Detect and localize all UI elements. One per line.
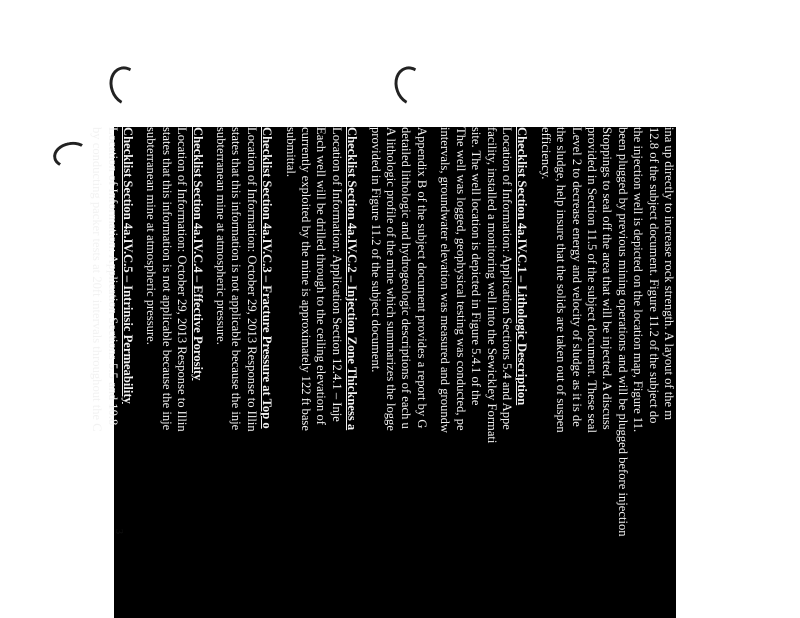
text-line: A lithologic profile of the mine which summarizes the logge: [384, 127, 399, 431]
text-line: the injection well is depicted on the location map, Figure 11.: [631, 127, 646, 433]
text-line: Each well will be drilled through to the ceiling elevation of: [314, 127, 329, 425]
punch-hole: [389, 62, 433, 111]
text-line: ina up directly to increase rock strength. A layout of the m: [662, 127, 676, 421]
text-line: 12.8 of the subject document. Figure 11.2 of the subject do: [646, 127, 661, 424]
text-line: provided in Section 11.5 of the subject document. These seal: [584, 127, 599, 434]
text-line: site. The well location is depicted in Figure 5.4.1 of the: [469, 127, 484, 406]
paragraph-location: [437, 127, 514, 618]
text-line: been plugged by previous mining operations and will be plugged before injection: [615, 127, 630, 537]
paragraph-appendix: [367, 127, 429, 618]
text-line: detailed lithologic and hydrogeologic descriptions of each u: [399, 127, 414, 429]
text-line: currently exploited by the mine is approximately 122 ft base: [299, 127, 314, 431]
text-line: facility, installed a monitoring well into the Sewickley Formati: [484, 127, 499, 444]
text-line: subterranean mine at atmospheric pressure.: [214, 127, 229, 345]
text-line: submittal.: [283, 127, 298, 178]
text-line: Level 2 to decrease energy and velocity of sludge as it is de: [569, 127, 584, 427]
text-line: states that this information is not applicable because the inje: [229, 127, 244, 431]
scanned-page: [90, 127, 676, 618]
paragraph-location: [282, 127, 344, 618]
paragraph-location: [213, 127, 259, 618]
text-line: provided in Figure 11.2 of the subject document.: [368, 127, 383, 373]
paragraph-location: [89, 127, 120, 618]
paragraph-location: [143, 127, 189, 618]
text-line: Appendix B of the subject document provides a report by G: [414, 127, 429, 429]
text-line: states that this information is not applicable because the inje: [159, 127, 174, 431]
page-number: 3: [113, 529, 124, 534]
text-line: Location of Information: Application Sections 5.5 and 10.8: [105, 127, 120, 426]
text-line: Location of Information: October 29, 2013 Response to Illin: [244, 127, 259, 432]
text-line: Location of Information: October 29, 2013 Response to Illin: [175, 127, 190, 432]
section-heading: Checklist Section 4a.IV.C.1 – Lithologic Description: [515, 127, 530, 406]
punch-hole: [104, 62, 148, 111]
rotated-text-block: [90, 127, 676, 618]
section-heading: Checklist Section 4a.IV.C.3 – Fracture Pressure at Top o: [260, 127, 275, 429]
section-heading: Checklist Section 4a.IV.C.5 – Intrinsic Permeability: [121, 127, 135, 404]
text-line: intervals, groundwater elevation was measured and groundw: [438, 127, 453, 434]
text-line: Location of Information: Application Section 12.4.1 – Inje: [329, 127, 344, 422]
text-line: Location of Information: Application Sections 5.4 and Appe: [499, 127, 514, 430]
section-heading: Checklist Section 4a.IV.C.2 – Injection Zone Thickness a: [345, 127, 360, 431]
text-line: the sludge, help insure that the solids are taken out of suspen: [554, 127, 569, 433]
punch-hole: [51, 139, 91, 171]
text-line: The well was logged, geophysical testing was conducted, pe: [453, 127, 468, 431]
paragraph-intro: [537, 127, 676, 618]
section-heading: Checklist Section 4a.IV.C.4 – Effective Porosity: [190, 127, 205, 381]
text-line: Stoppings to seal off the area that will be injected. A discuss: [600, 127, 615, 430]
text-line: subterranean mine at atmospheric pressure.: [144, 127, 159, 345]
text-line: by conducting packer tests at 20ft intervals throughout the C: [90, 127, 105, 432]
text-line: efficiency.: [538, 127, 553, 180]
